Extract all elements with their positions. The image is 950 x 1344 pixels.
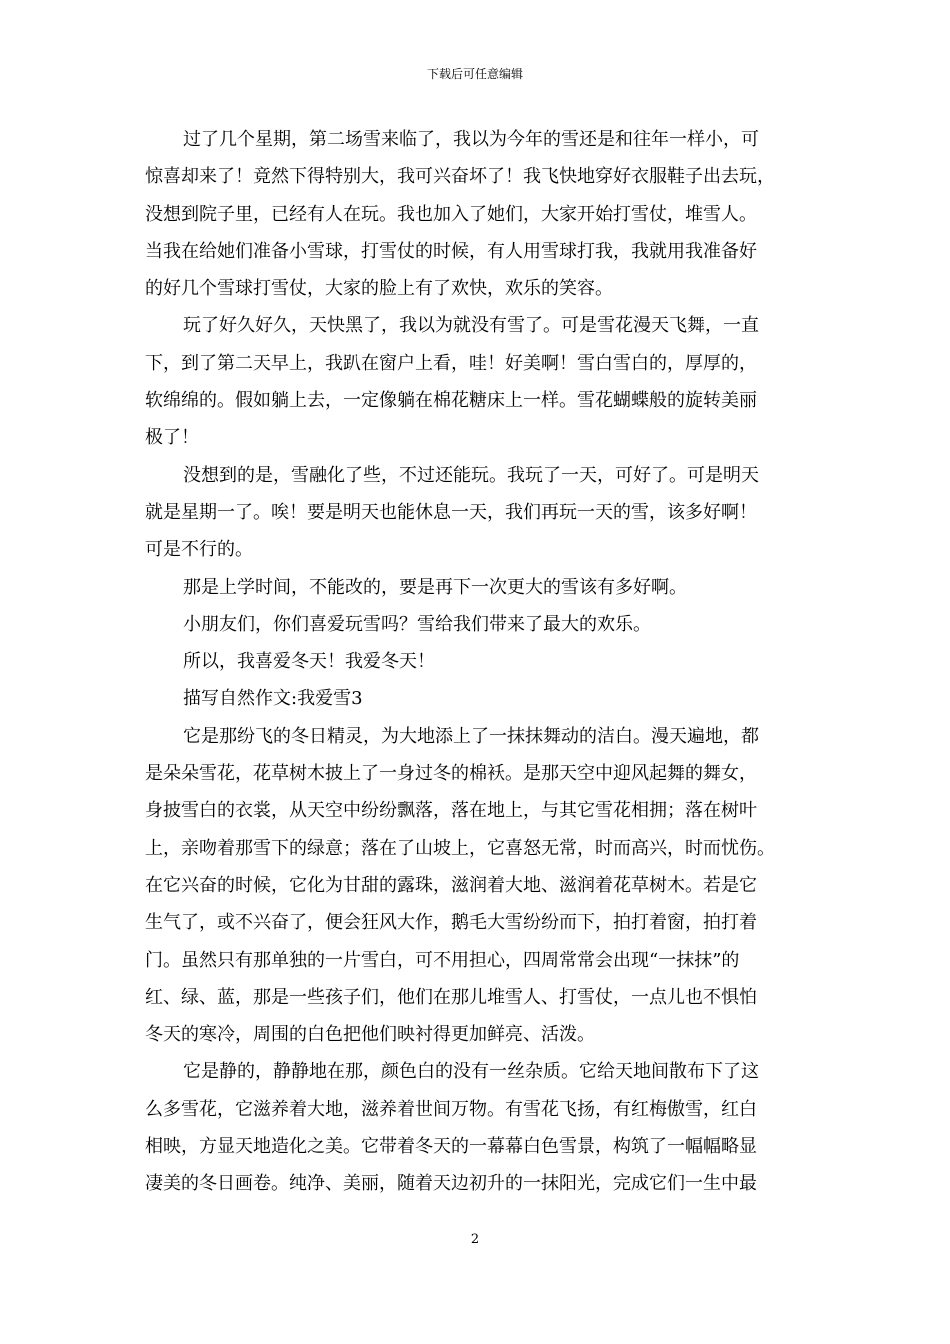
text-line: 可是不行的。 [145, 539, 253, 561]
text-line: 描写自然作文:我爱雪3 [183, 688, 363, 710]
text-line: 冬天的寒冷，周围的白色把他们映衬得更加鲜亮、活泼。 [145, 1024, 595, 1046]
text-line: 是朵朵雪花，花草树木披上了一身过冬的棉袄。是那天空中迎风起舞的舞女， [145, 763, 757, 785]
text-line: 的好几个雪球打雪仗，大家的脸上有了欢快，欢乐的笑容。 [145, 278, 613, 300]
text-line: 没想到院子里，已经有人在玩。我也加入了她们，大家开始打雪仗，堆雪人。 [145, 203, 757, 225]
text-line: 它是那纷飞的冬日精灵，为大地添上了一抹抹舞动的洁白。漫天遍地，都 [183, 725, 759, 747]
text-line: 红、绿、蓝，那是一些孩子们，他们在那儿堆雪人、打雪仗，一点儿也不惧怕 [145, 986, 757, 1008]
text-line: 凄美的冬日画卷。纯净、美丽，随着天边初升的一抹阳光，完成它们一生中最 [145, 1173, 757, 1195]
page-header: 下载后可任意编辑 [426, 67, 523, 81]
text-line: 玩了好久好久，天快黑了，我以为就没有雪了。可是雪花漫天飞舞，一直 [183, 315, 759, 337]
text-line: 过了几个星期，第二场雪来临了，我以为今年的雪还是和往年一样小，可 [183, 129, 759, 150]
text-line: 没想到的是，雪融化了些，不过还能玩。我玩了一天，可好了。可是明天 [183, 464, 759, 486]
text-line: 所以，我喜爱冬天！我爱冬天！ [183, 651, 435, 673]
text-line: 当我在给她们准备小雪球，打雪仗的时候，有人用雪球打我，我就用我准备好 [145, 240, 757, 262]
text-line: 软绵绵的。假如躺上去，一定像躺在棉花糖床上一样。雪花蝴蝶般的旋转美丽 [145, 390, 757, 412]
text-line: 在它兴奋的时候，它化为甘甜的露珠，滋润着大地、滋润着花草树木。若是它 [145, 874, 757, 896]
document-body [145, 121, 820, 1203]
text-line: 门。虽然只有那单独的一片雪白，可不用担心，四周常常会出现“一抹抹”的 [145, 949, 740, 971]
page-number: 2 [470, 1232, 480, 1247]
text-line: 它是静的，静静地在那，颜色白的没有一丝杂质。它给天地间散布下了这 [183, 1061, 759, 1083]
text-line: 就是星期一了。唉！要是明天也能休息一天，我们再玩一天的雪，该多好啊！ [145, 501, 757, 523]
text-line: 相映，方显天地造化之美。它带着冬天的一幕幕白色雪景，构筑了一幅幅略显 [145, 1136, 757, 1158]
text-line: 极了！ [145, 427, 199, 449]
text-line: 那是上学时间，不能改的，要是再下一次更大的雪该有多好啊。 [183, 576, 687, 598]
text-line: 下，到了第二天早上，我趴在窗户上看，哇！好美啊！雪白雪白的，厚厚的， [145, 352, 757, 374]
text-line: 么多雪花，它滋养着大地，滋养着世间万物。有雪花飞扬，有红梅傲雪，红白 [145, 1098, 757, 1120]
text-line: 生气了，或不兴奋了，便会狂风大作，鹅毛大雪纷纷而下，拍打着窗，拍打着 [145, 912, 757, 934]
text-line: 上，亲吻着那雪下的绿意；落在了山坡上，它喜怒无常，时而高兴，时而忧伤。 [145, 837, 775, 859]
text-line: 惊喜却来了！竟然下得特别大，我可兴奋坏了！我飞快地穿好衣服鞋子出去玩， [145, 166, 775, 188]
text-line: 身披雪白的衣裳，从天空中纷纷飘落，落在地上，与其它雪花相拥；落在树叶 [145, 800, 757, 822]
text-line: 小朋友们，你们喜爱玩雪吗？雪给我们带来了最大的欢乐。 [183, 613, 651, 635]
